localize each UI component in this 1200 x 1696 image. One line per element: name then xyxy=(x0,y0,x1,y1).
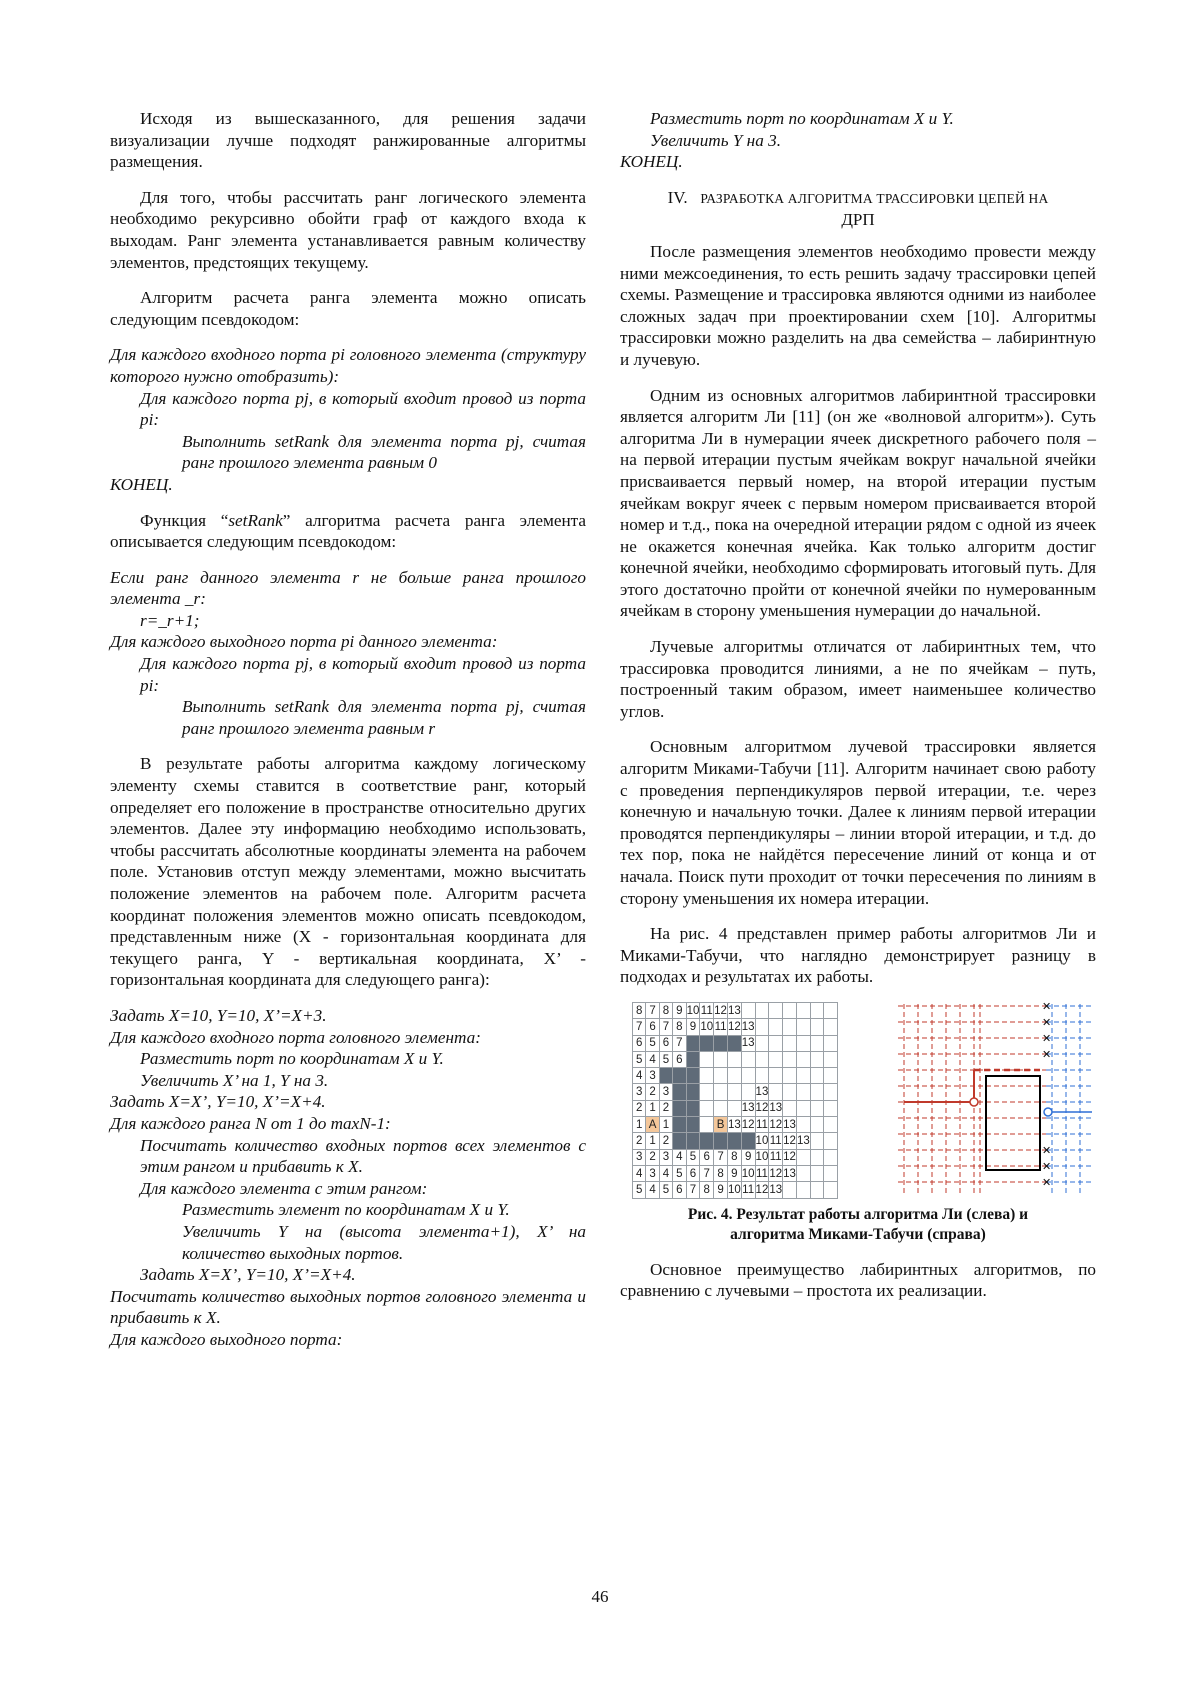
pseudocode-line: Если ранг данного элемента r не больше ранга прошлого элемента _r: xyxy=(110,567,586,609)
function-name: setRank xyxy=(228,510,283,530)
grid-cell xyxy=(727,1133,741,1149)
grid-row xyxy=(633,1035,838,1051)
section-title: РАЗРАБОТКА АЛГОРИТМА ТРАССИРОВКИ ЦЕПЕЙ НА xyxy=(700,190,1049,206)
paragraph: После размещения элементов необходимо провести между ними межсоединения, то есть решить задачу трассировки цепей схемы. Размещение и трассировка являются одними из наиболее сложных задач при проектировании схем [10]. Алгоритмы трассировки можно разделить на два семейства – лабиринтную и лучевую. xyxy=(620,241,1096,369)
grid-cell: 9 xyxy=(686,1019,700,1035)
grid-cell xyxy=(769,1035,783,1051)
grid-cell: 9 xyxy=(714,1182,728,1198)
grid-cell: 13 xyxy=(769,1182,783,1198)
grid-cell xyxy=(727,1051,741,1067)
grid-cell: 6 xyxy=(686,1165,700,1181)
grid-cell xyxy=(755,1019,769,1035)
grid-cell xyxy=(741,1133,755,1149)
grid-cell xyxy=(769,1084,783,1100)
grid-cell xyxy=(783,1068,797,1084)
pseudocode-line: Для каждого входного порта pi головного элемента (структуру которого нужно отобразить): xyxy=(110,345,586,386)
grid-cell: 4 xyxy=(646,1051,659,1067)
grid-cell xyxy=(727,1068,741,1084)
grid-cell xyxy=(714,1035,728,1051)
grid-cell xyxy=(824,1133,837,1149)
grid-cell xyxy=(700,1084,714,1100)
grid-cell xyxy=(810,1100,823,1116)
grid-cell: 8 xyxy=(700,1182,714,1198)
grid-cell xyxy=(824,1149,837,1165)
grid-cell: 3 xyxy=(633,1149,646,1165)
grid-cell xyxy=(700,1035,714,1051)
grid-cell: 3 xyxy=(646,1068,659,1084)
grid-cell xyxy=(810,1051,823,1067)
grid-cell: 2 xyxy=(633,1100,646,1116)
grid-cell xyxy=(810,1182,823,1198)
grid-cell xyxy=(714,1100,728,1116)
caption-line: алгоритма Миками-Табучи (справа) xyxy=(730,1225,986,1243)
grid-cell: 11 xyxy=(741,1182,755,1198)
intersection-mark: ✕ xyxy=(1042,1159,1052,1173)
pseudocode-line: Для каждого выходного порта pi данного элемента: xyxy=(110,632,498,652)
grid-row xyxy=(633,1084,838,1100)
grid-cell: 7 xyxy=(673,1035,686,1051)
grid-cell xyxy=(714,1084,728,1100)
grid-cell: 8 xyxy=(714,1165,728,1181)
grid-cell xyxy=(673,1068,686,1084)
paragraph: Исходя из вышесказанного, для решения задачи визуализации лучше подходят ранжированные алгоритмы размещения. xyxy=(110,109,586,172)
grid-cell xyxy=(727,1084,741,1100)
grid-cell: 10 xyxy=(700,1019,714,1035)
grid-cell xyxy=(686,1068,700,1084)
grid-cell xyxy=(769,1051,783,1067)
grid-cell xyxy=(796,1084,810,1100)
grid-cell: 7 xyxy=(659,1019,672,1035)
start-point xyxy=(970,1098,978,1106)
pseudocode-line: Задать X=10, Y=10, X’=X+3. xyxy=(110,1005,327,1025)
left-column xyxy=(110,108,586,1350)
grid-cell xyxy=(686,1100,700,1116)
grid-cell: 12 xyxy=(769,1117,783,1133)
grid-cell xyxy=(686,1133,700,1149)
grid-cell xyxy=(755,1068,769,1084)
grid-cell xyxy=(824,1117,837,1133)
grid-cell xyxy=(727,1035,741,1051)
grid-cell: 12 xyxy=(755,1100,769,1116)
grid-cell xyxy=(824,1051,837,1067)
grid-cell: 2 xyxy=(646,1084,659,1100)
grid-cell: 6 xyxy=(700,1149,714,1165)
grid-cell: 5 xyxy=(633,1051,646,1067)
grid-cell: 7 xyxy=(714,1149,728,1165)
grid-cell: 7 xyxy=(700,1165,714,1181)
grid-row xyxy=(633,1182,838,1198)
grid-cell: 9 xyxy=(741,1149,755,1165)
pseudocode-line: Для каждого элемента с этим рангом: xyxy=(140,1178,428,1198)
grid-cell xyxy=(810,1035,823,1051)
pseudocode-line: Для каждого ранга N от 1 до maxN-1: xyxy=(110,1113,391,1133)
grid-cell: 13 xyxy=(769,1100,783,1116)
grid-row xyxy=(633,1133,838,1149)
grid-cell: 6 xyxy=(673,1182,686,1198)
grid-cell xyxy=(686,1035,700,1051)
grid-cell xyxy=(673,1100,686,1116)
grid-cell: 11 xyxy=(769,1133,783,1149)
grid-cell xyxy=(783,1019,797,1035)
text: ” алгоритма расчета ранга элемента описывается следующим псевдокодом: xyxy=(110,510,586,552)
grid-cell: 13 xyxy=(727,1117,741,1133)
right-column xyxy=(620,108,1096,1316)
pseudocode-line: Для каждого выходного порта: xyxy=(110,1329,343,1349)
page-number: 46 xyxy=(591,1587,609,1606)
grid-cell: 11 xyxy=(714,1019,728,1035)
pseudocode-line: Увеличить X’ на 1, Y на 3. xyxy=(140,1070,329,1090)
pseudocode-line: Посчитать количество входных портов всех элементов с этим рангом и прибавить к X. xyxy=(140,1135,586,1177)
grid-cell xyxy=(783,1035,797,1051)
grid-cell: 9 xyxy=(727,1165,741,1181)
grid-cell: 13 xyxy=(727,1002,741,1018)
grid-cell xyxy=(824,1084,837,1100)
grid-row xyxy=(633,1100,838,1116)
grid-cell xyxy=(741,1051,755,1067)
grid-row xyxy=(633,1149,838,1165)
grid-cell: 12 xyxy=(727,1019,741,1035)
pseudocode-line: Задать X=X’, Y=10, X’=X+4. xyxy=(110,1092,326,1112)
pseudocode-line: Задать X=X’, Y=10, X’=X+4. xyxy=(140,1265,356,1285)
grid-cell: 13 xyxy=(741,1100,755,1116)
grid-cell xyxy=(755,1035,769,1051)
paragraph: Основным алгоритмом лучевой трассировки является алгоритм Миками-Табучи [11]. Алгоритм начинает свою работу с проведения перпендикуляров первой итерации, т.е. через конечную и начальную точки. Далее к линиям первой итерации проводятся перпендикуляры – линии второй итерации, и т.д. до тех пор, пока не найдётся пересечение линий от конца и от начала. Поиск пути проходит от точки пересечения по линиям в сторону уменьшения их номера итерации. xyxy=(620,737,1096,908)
pseudocode-line: Для каждого входного порта головного элемента: xyxy=(110,1027,481,1047)
paragraph: В результате работы алгоритма каждому логическому элементу схемы ставится в соответствие ранг, который определяет его положение в пространстве относительно других элементов. Далее эту информацию необходимо использовать, чтобы рассчитать абсолютные координаты элемента на рабочем поле. Установив отступ между элементами, можно высчитать положение элементов на рабочем поле. Алгоритм расчета координат положения элементов можно описать псевдокодом, представленным ниже (X - горизонтальная координата для текущего ранга, Y - вертикальная координата, X’ - горизонтальная координата для следующего ранга): xyxy=(110,754,586,990)
grid-cell xyxy=(673,1133,686,1149)
grid-row xyxy=(633,1068,838,1084)
grid-cell xyxy=(659,1068,672,1084)
grid-cell: 4 xyxy=(633,1068,646,1084)
grid-cell: 4 xyxy=(646,1182,659,1198)
intersection-mark: ✕ xyxy=(1042,1031,1052,1045)
grid-cell xyxy=(700,1117,714,1133)
grid-cell: 10 xyxy=(755,1133,769,1149)
grid-cell xyxy=(796,1019,810,1035)
grid-cell: 11 xyxy=(700,1002,714,1018)
grid-cell: 6 xyxy=(659,1035,672,1051)
grid-cell: 5 xyxy=(659,1051,672,1067)
grid-cell: 1 xyxy=(646,1100,659,1116)
intersection-mark: ✕ xyxy=(1042,1015,1052,1029)
pseudocode-line: Выполнить setRank для элемента порта pj, считая ранг прошлого элемента равным 0 xyxy=(182,431,586,473)
pseudocode-line: r=_r+1; xyxy=(140,610,200,630)
grid-cell: 3 xyxy=(633,1084,646,1100)
grid-cell xyxy=(824,1002,837,1018)
grid-cell xyxy=(783,1182,797,1198)
grid-cell xyxy=(700,1068,714,1084)
grid-cell: 12 xyxy=(783,1149,797,1165)
grid-cell: 1 xyxy=(646,1133,659,1149)
grid-cell xyxy=(755,1051,769,1067)
grid-cell xyxy=(810,1133,823,1149)
pseudocode-line: КОНЕЦ. xyxy=(110,474,173,494)
grid-cell xyxy=(824,1100,837,1116)
grid-cell xyxy=(686,1084,700,1100)
grid-cell: 2 xyxy=(633,1133,646,1149)
grid-cell xyxy=(714,1133,728,1149)
grid-cell: 5 xyxy=(659,1182,672,1198)
grid-cell xyxy=(810,1002,823,1018)
intersection-mark: ✕ xyxy=(1042,1175,1052,1189)
grid-cell: 6 xyxy=(633,1035,646,1051)
grid-cell xyxy=(741,1068,755,1084)
grid-cell xyxy=(824,1035,837,1051)
grid-cell: 5 xyxy=(633,1182,646,1198)
grid-cell: 4 xyxy=(673,1149,686,1165)
mikami-tabuchi-diagram xyxy=(896,1002,1096,1198)
grid-cell: 4 xyxy=(633,1165,646,1181)
pseudocode-line: Увеличить Y на (высота элемента+1), X’ на количество выходных портов. xyxy=(182,1221,586,1263)
grid-cell: 3 xyxy=(659,1149,672,1165)
grid-cell xyxy=(796,1100,810,1116)
grid-cell xyxy=(783,1051,797,1067)
grid-cell: 1 xyxy=(633,1117,646,1133)
intersection-mark: ✕ xyxy=(1042,1143,1052,1157)
grid-cell: 11 xyxy=(755,1117,769,1133)
figure-caption xyxy=(620,1205,1096,1245)
grid-cell: 5 xyxy=(686,1149,700,1165)
grid-cell xyxy=(810,1165,823,1181)
obstacle xyxy=(986,1076,1040,1170)
grid-cell xyxy=(714,1051,728,1067)
pseudocode-line: Разместить порт по координатам X и Y. xyxy=(140,1049,444,1069)
grid-cell xyxy=(796,1051,810,1067)
grid-cell xyxy=(810,1149,823,1165)
grid-cell: 2 xyxy=(646,1149,659,1165)
grid-cell: 8 xyxy=(673,1019,686,1035)
pseudocode-line: Посчитать количество выходных портов головного элемента и прибавить к X. xyxy=(110,1286,586,1328)
grid-cell: 3 xyxy=(646,1165,659,1181)
grid-row xyxy=(633,1051,838,1067)
grid-cell: 13 xyxy=(783,1165,797,1181)
grid-cell xyxy=(741,1002,755,1018)
intersection-mark: ✕ xyxy=(1042,1047,1052,1061)
grid-cell: A xyxy=(646,1117,659,1133)
grid-cell: 12 xyxy=(783,1133,797,1149)
grid-cell: 7 xyxy=(633,1019,646,1035)
grid-cell: 5 xyxy=(646,1035,659,1051)
grid-cell: 6 xyxy=(673,1051,686,1067)
grid-cell xyxy=(769,1019,783,1035)
section-number: IV. xyxy=(667,187,688,207)
grid-cell: 13 xyxy=(783,1117,797,1133)
grid-cell: 13 xyxy=(796,1133,810,1149)
grid-cell: 12 xyxy=(755,1182,769,1198)
grid-cell: 11 xyxy=(769,1149,783,1165)
grid-row xyxy=(633,1165,838,1181)
grid-cell xyxy=(755,1002,769,1018)
paragraph: На рис. 4 представлен пример работы алгоритмов Ли и Миками-Табучи, что наглядно демонстрирует разницу в подходах и результатах их работы. xyxy=(620,924,1096,987)
grid-cell xyxy=(810,1084,823,1100)
grid-cell xyxy=(700,1133,714,1149)
grid-cell: 11 xyxy=(755,1165,769,1181)
section-title-cont: ДРП xyxy=(841,210,875,230)
grid-cell xyxy=(796,1002,810,1018)
grid-cell: 12 xyxy=(769,1165,783,1181)
grid-cell xyxy=(783,1084,797,1100)
grid-cell xyxy=(810,1019,823,1035)
pseudocode-line: КОНЕЦ. xyxy=(620,152,683,172)
grid-cell xyxy=(824,1165,837,1181)
figure-4 xyxy=(632,1002,1096,1199)
grid-cell xyxy=(686,1117,700,1133)
grid-cell: 2 xyxy=(659,1100,672,1116)
grid-cell xyxy=(714,1068,728,1084)
grid-cell: 12 xyxy=(714,1002,728,1018)
grid-cell xyxy=(796,1182,810,1198)
paragraph: Лучевые алгоритмы отличатся от лабиринтных тем, что трассировка проводится линиями, а не по ячейкам – путь, построенный таким образом, имеет наименьшее количество углов. xyxy=(620,637,1096,721)
pseudocode-line: Выполнить setRank для элемента порта pj, считая ранг прошлого элемента равным r xyxy=(182,697,586,738)
paragraph: Для того, чтобы рассчитать ранг логического элемента необходимо рекурсивно обойти граф от каждого входа к выходам. Ранг элемента устанавливается равным количеству элементов, предстоящих текущему. xyxy=(110,187,586,272)
grid-cell xyxy=(727,1100,741,1116)
end-point xyxy=(1044,1108,1052,1116)
grid-cell xyxy=(741,1084,755,1100)
text: Функция “ xyxy=(140,510,229,530)
grid-cell xyxy=(796,1165,810,1181)
caption-line: Рис. 4. Результат работы алгоритма Ли (слева) и xyxy=(687,1205,1029,1223)
grid-cell xyxy=(769,1002,783,1018)
grid-cell: 5 xyxy=(673,1165,686,1181)
pseudocode-line: Разместить элемент по координатам X и Y. xyxy=(182,1200,510,1220)
grid-cell xyxy=(824,1182,837,1198)
grid-cell: 13 xyxy=(741,1019,755,1035)
grid-cell: 1 xyxy=(659,1117,672,1133)
grid-cell: 10 xyxy=(741,1165,755,1181)
grid-cell xyxy=(796,1035,810,1051)
grid-cell xyxy=(673,1084,686,1100)
grid-cell: 12 xyxy=(741,1117,755,1133)
grid-row xyxy=(633,1019,838,1035)
grid-cell: 7 xyxy=(646,1002,659,1018)
grid-cell: 13 xyxy=(755,1084,769,1100)
grid-cell: 6 xyxy=(646,1019,659,1035)
grid-cell: B xyxy=(714,1117,728,1133)
grid-row xyxy=(633,1117,838,1133)
grid-cell: 8 xyxy=(659,1002,672,1018)
grid-cell xyxy=(810,1117,823,1133)
grid-cell xyxy=(783,1002,797,1018)
grid-cell: 8 xyxy=(727,1149,741,1165)
grid-cell: 9 xyxy=(673,1002,686,1018)
grid-cell: 13 xyxy=(741,1035,755,1051)
paragraph: Одним из основных алгоритмов лабиринтной трассировки является алгоритм Ли [11] (он же «волновой алгоритм»). Суть алгоритма Ли в нумерации ячеек дискретного рабочего поля – на первой итерации пустым ячейкам вокруг начальной ячейки присваивается первый номер, на второй итерации пустым ячейкам вокруг ячеек с первым номером присваивается второй номер и т.д., пока на очередной итерации рядом с одной из ячеек не окажется конечная ячейка. Как только алгоритм достиг конечной ячейки, необходимо сформировать итоговый путь. Для этого достаточно пройти от конечной ячейки по нумерованным ячейкам в сторону уменьшения нумерации до начальной. xyxy=(620,385,1096,621)
grid-cell xyxy=(686,1051,700,1067)
grid-cell: 3 xyxy=(659,1084,672,1100)
paragraph xyxy=(110,510,586,553)
grid-cell: 8 xyxy=(633,1002,646,1018)
pseudocode-line: Для каждого порта pj, в который входит провод из порта pi: xyxy=(140,654,586,695)
grid-row xyxy=(633,1002,838,1018)
intersection-mark: ✕ xyxy=(1042,1001,1052,1013)
grid-cell xyxy=(700,1051,714,1067)
pseudocode-line: Увеличить Y на 3. xyxy=(650,130,781,150)
section-heading xyxy=(620,187,1096,231)
pseudocode-line: Для каждого порта pj, в который входит провод из порта pi: xyxy=(140,388,586,430)
pseudocode-line: Разместить порт по координатам X и Y. xyxy=(650,109,954,128)
lee-algorithm-grid xyxy=(632,1002,838,1199)
paragraph: Алгоритм расчета ранга элемента можно описать следующим псевдокодом: xyxy=(110,288,586,329)
grid-cell xyxy=(824,1019,837,1035)
grid-cell: 4 xyxy=(659,1165,672,1181)
grid-cell: 10 xyxy=(727,1182,741,1198)
grid-cell xyxy=(796,1117,810,1133)
grid-cell xyxy=(796,1068,810,1084)
grid-cell: 2 xyxy=(659,1133,672,1149)
grid-cell xyxy=(796,1149,810,1165)
grid-cell xyxy=(769,1068,783,1084)
grid-cell xyxy=(700,1100,714,1116)
grid-cell: 7 xyxy=(686,1182,700,1198)
grid-cell xyxy=(783,1100,797,1116)
grid-cell: 10 xyxy=(755,1149,769,1165)
grid-cell xyxy=(810,1068,823,1084)
grid-cell: 10 xyxy=(686,1002,700,1018)
paragraph: Основное преимущество лабиринтных алгоритмов, по сравнению с лучевыми – простота их реализации. xyxy=(620,1259,1096,1301)
grid-cell xyxy=(673,1117,686,1133)
grid-cell xyxy=(824,1068,837,1084)
